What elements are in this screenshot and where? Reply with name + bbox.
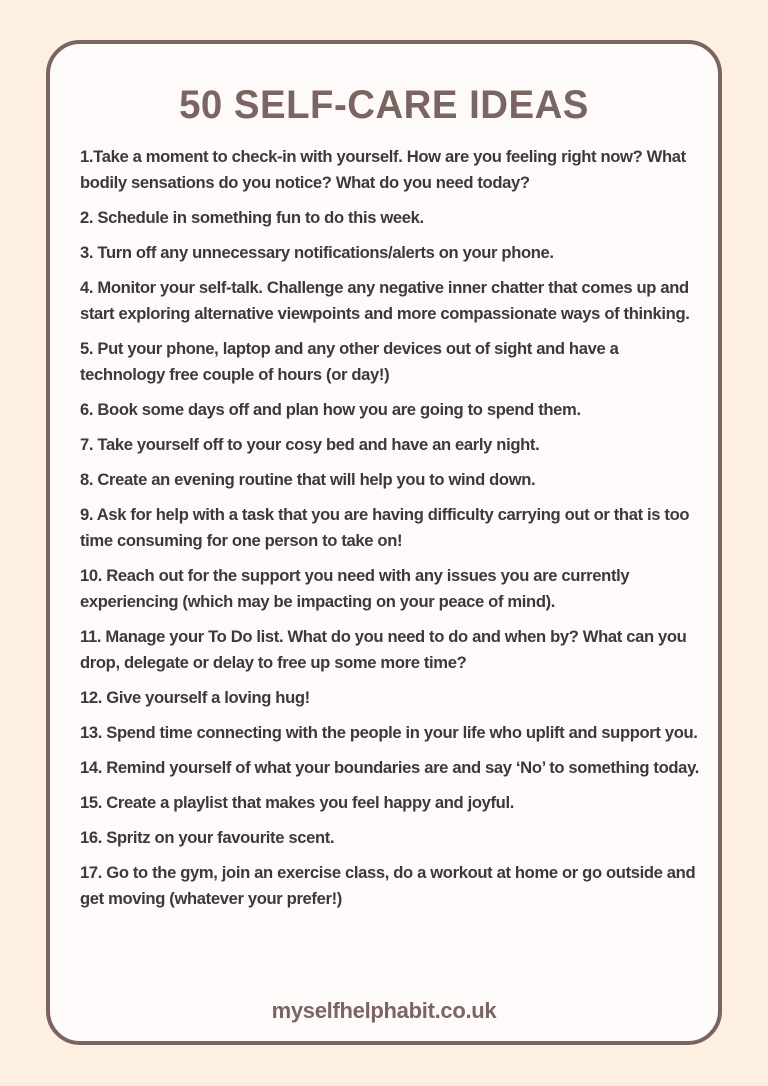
list-item: 6. Book some days off and plan how you are going to spend them.: [80, 400, 581, 419]
list-item: 3. Turn off any unnecessary notifications/alerts on your phone.: [80, 243, 554, 262]
list-item: 12. Give yourself a loving hug!: [80, 688, 310, 707]
list-item: 13. Spend time connecting with the people in your life who uplift and support you.: [80, 723, 698, 742]
website-footer: myselfhelphabit.co.uk: [271, 998, 497, 1023]
list-item: 4. Monitor your self-talk. Challenge any negative inner chatter that comes up and start exploring alternative viewpoints and more compassionate ways of thinking.: [80, 278, 690, 323]
list-item: 16. Spritz on your favourite scent.: [80, 828, 335, 847]
list-item: 14. Remind yourself of what your boundaries are and say ‘No’ to something today.: [80, 758, 699, 777]
list-item: 7. Take yourself off to your cosy bed and have an early night.: [80, 435, 540, 454]
list-item: 9. Ask for help with a task that you are having difficulty carrying out or that is too time consuming for one person to take on!: [80, 505, 690, 550]
list-item: 10. Reach out for the support you need with any issues you are currently experiencing (which may be impacting on your peace of mind).: [80, 566, 630, 611]
card: [46, 40, 722, 1045]
list-item: 17. Go to the gym, join an exercise class, do a workout at home or go outside and get moving (whatever your prefer!): [80, 863, 696, 908]
list-item: 11. Manage your To Do list. What do you need to do and when by? What can you drop, delegate or delay to free up some more time?: [80, 627, 687, 672]
list-item: 15. Create a playlist that makes you feel happy and joyful.: [80, 793, 514, 812]
ideas-list: [80, 144, 704, 921]
list-item: 1.Take a moment to check-in with yourself. How are you feeling right now? What bodily sensations do you notice? What do you need today?: [80, 147, 686, 192]
list-item: 2. Schedule in something fun to do this week.: [80, 208, 424, 227]
list-item: 8. Create an evening routine that will help you to wind down.: [80, 470, 536, 489]
list-item: 5. Put your phone, laptop and any other devices out of sight and have a technology free couple of hours (or day!): [80, 339, 619, 384]
page-title: 50 SELF-CARE IDEAS: [179, 83, 589, 127]
